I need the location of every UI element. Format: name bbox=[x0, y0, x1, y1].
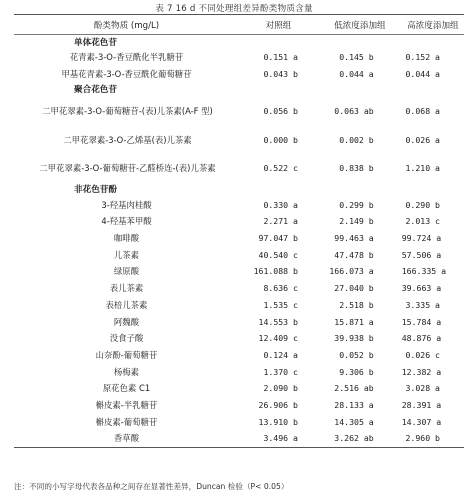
compound-name: 槲皮素-半乳糖苷 bbox=[95, 399, 158, 410]
table-row bbox=[14, 280, 464, 297]
value-control: 2.271 a bbox=[263, 216, 298, 227]
value-control: 3.496 a bbox=[239, 430, 318, 447]
value-high: 0.152 a bbox=[405, 52, 440, 63]
value-low: 0.145 b bbox=[339, 52, 374, 63]
value-low: 9.306 b bbox=[339, 366, 374, 377]
value-high: 2.013 c bbox=[405, 216, 440, 227]
value-high: 15.784 a bbox=[401, 316, 442, 327]
table-row bbox=[14, 430, 464, 447]
value-low: 3.262 ab bbox=[318, 430, 402, 447]
value-high: 0.290 b bbox=[405, 199, 440, 210]
value-control: 2.090 b bbox=[263, 383, 298, 394]
compound-name: 花青素-3-O-香豆酰化半乳糖苷 bbox=[69, 52, 184, 63]
table-row bbox=[14, 230, 464, 247]
group-row bbox=[14, 182, 464, 196]
table-row bbox=[14, 347, 464, 364]
value-high: 48.876 a bbox=[401, 333, 442, 344]
value-control: 0.124 a bbox=[263, 349, 298, 360]
table-header-row bbox=[14, 15, 464, 35]
table-row bbox=[14, 363, 464, 380]
group-title: 聚合花色苷 bbox=[74, 85, 117, 96]
value-low: 166.073 a bbox=[329, 266, 374, 277]
value-control: 161.088 b bbox=[253, 266, 298, 277]
table-caption: 表 7 16 d 不同处理组差异酚类物质含量 bbox=[155, 4, 313, 14]
value-control: 0.330 a bbox=[263, 199, 298, 210]
value-low: 0.002 b bbox=[339, 135, 374, 146]
phenolic-table bbox=[14, 14, 464, 448]
value-control: 1.370 c bbox=[263, 366, 298, 377]
value-low: 39.938 b bbox=[334, 333, 374, 344]
value-high: 3.335 a bbox=[405, 299, 440, 310]
table-body bbox=[14, 35, 464, 448]
value-high: 2.960 b bbox=[402, 430, 464, 447]
value-high: 1.210 a bbox=[405, 163, 440, 174]
value-high: 28.391 a bbox=[401, 399, 442, 410]
value-control: 0.043 b bbox=[263, 69, 298, 80]
header-low: 低浓度添加组 bbox=[318, 15, 402, 35]
compound-name: 表儿茶素 bbox=[109, 283, 144, 294]
compound-name: 二甲花翠素-3-O-葡萄糖苷-乙醛桥连-(表)儿茶素 bbox=[39, 163, 216, 174]
value-high: 3.028 a bbox=[405, 383, 440, 394]
table-row bbox=[14, 66, 464, 83]
value-control: 13.910 b bbox=[258, 416, 298, 427]
value-low: 2.149 b bbox=[339, 216, 374, 227]
value-control: 14.553 b bbox=[258, 316, 298, 327]
value-high: 0.068 a bbox=[405, 106, 440, 117]
value-low: 0.838 b bbox=[339, 163, 374, 174]
table-row bbox=[14, 96, 464, 126]
compound-name: 3-羟基肉桂酸 bbox=[101, 199, 152, 210]
table-row bbox=[14, 154, 464, 182]
compound-name: 原花色素 C1 bbox=[102, 383, 151, 394]
value-low: 27.040 b bbox=[334, 283, 374, 294]
compound-name: 二甲花翠素-3-O-葡萄糖苷-(表)儿茶素(A-F 型) bbox=[42, 106, 213, 117]
compound-name: 山奈酚-葡萄糖苷 bbox=[95, 349, 158, 360]
value-low: 0.063 ab bbox=[334, 106, 374, 117]
compound-name: 没食子酸 bbox=[109, 333, 144, 344]
value-high: 0.044 a bbox=[405, 69, 440, 80]
table-row bbox=[14, 213, 464, 230]
value-control: 97.047 b bbox=[258, 233, 298, 244]
value-control: 0.522 c bbox=[263, 163, 298, 174]
compound-name: 槲皮素-葡萄糖苷 bbox=[95, 416, 158, 427]
value-control: 12.409 c bbox=[258, 333, 298, 344]
table-row bbox=[14, 49, 464, 66]
value-low: 2.516 ab bbox=[334, 383, 374, 394]
header-high: 高浓度添加组 bbox=[402, 15, 464, 35]
value-high: 57.506 a bbox=[401, 249, 442, 260]
value-low: 0.299 b bbox=[339, 199, 374, 210]
value-high: 166.335 a bbox=[401, 266, 447, 277]
table-row bbox=[14, 126, 464, 154]
table-row bbox=[14, 380, 464, 397]
group-title: 非花色苷酚 bbox=[74, 185, 117, 196]
value-control: 26.906 b bbox=[258, 399, 298, 410]
value-low: 28.133 a bbox=[334, 399, 374, 410]
value-low: 0.044 a bbox=[339, 69, 374, 80]
compound-name: 表棓儿茶素 bbox=[105, 299, 148, 310]
value-control: 0.056 b bbox=[263, 106, 298, 117]
value-high: 0.026 a bbox=[405, 135, 440, 146]
table-row bbox=[14, 330, 464, 347]
value-high: 0.026 c bbox=[405, 349, 440, 360]
compound-name: 儿茶素 bbox=[113, 249, 140, 260]
group-row bbox=[14, 82, 464, 96]
header-control: 对照组 bbox=[239, 15, 318, 35]
value-control: 1.535 c bbox=[263, 299, 298, 310]
compound-name: 绿原酸 bbox=[113, 266, 140, 277]
compound-name: 甲基花青素-3-O-香豆酰化葡萄糖苷 bbox=[61, 69, 192, 80]
value-low: 99.463 a bbox=[334, 233, 374, 244]
table-row bbox=[14, 313, 464, 330]
compound-name: 咖啡酸 bbox=[113, 233, 140, 244]
header-compound: 酚类物质 (mg/L) bbox=[14, 15, 239, 35]
table-row bbox=[14, 297, 464, 314]
value-low: 15.871 a bbox=[334, 316, 374, 327]
compound-name: 杨梅素 bbox=[113, 366, 140, 377]
value-control: 0.151 a bbox=[263, 52, 298, 63]
value-high: 14.307 a bbox=[401, 416, 442, 427]
table-row bbox=[14, 263, 464, 280]
value-low: 2.518 b bbox=[339, 299, 374, 310]
table-row bbox=[14, 413, 464, 430]
value-high: 12.382 a bbox=[401, 366, 442, 377]
table-row bbox=[14, 196, 464, 213]
table-row bbox=[14, 397, 464, 414]
value-control: 40.540 c bbox=[258, 249, 298, 260]
compound-name: 香草酸 bbox=[14, 430, 239, 447]
footnote: 注：不同的小写字母代表各品种之间存在显著性差异，Duncan 检验（P< 0.05） bbox=[14, 482, 289, 491]
compound-name: 阿魏酸 bbox=[113, 316, 140, 327]
compound-name: 二甲花翠素-3-O-乙烯基(表)儿茶素 bbox=[63, 135, 192, 146]
compound-name: 4-羟基苯甲酸 bbox=[101, 216, 152, 227]
value-low: 0.052 b bbox=[339, 349, 374, 360]
table-row bbox=[14, 246, 464, 263]
value-low: 14.305 a bbox=[334, 416, 374, 427]
group-title: 单体花色苷 bbox=[74, 38, 117, 48]
group-row bbox=[14, 35, 464, 50]
value-control: 0.000 b bbox=[263, 135, 298, 146]
value-high: 39.663 a bbox=[401, 283, 442, 294]
value-control: 8.636 c bbox=[263, 283, 298, 294]
value-low: 47.478 b bbox=[334, 249, 374, 260]
value-high: 99.724 a bbox=[401, 233, 442, 244]
